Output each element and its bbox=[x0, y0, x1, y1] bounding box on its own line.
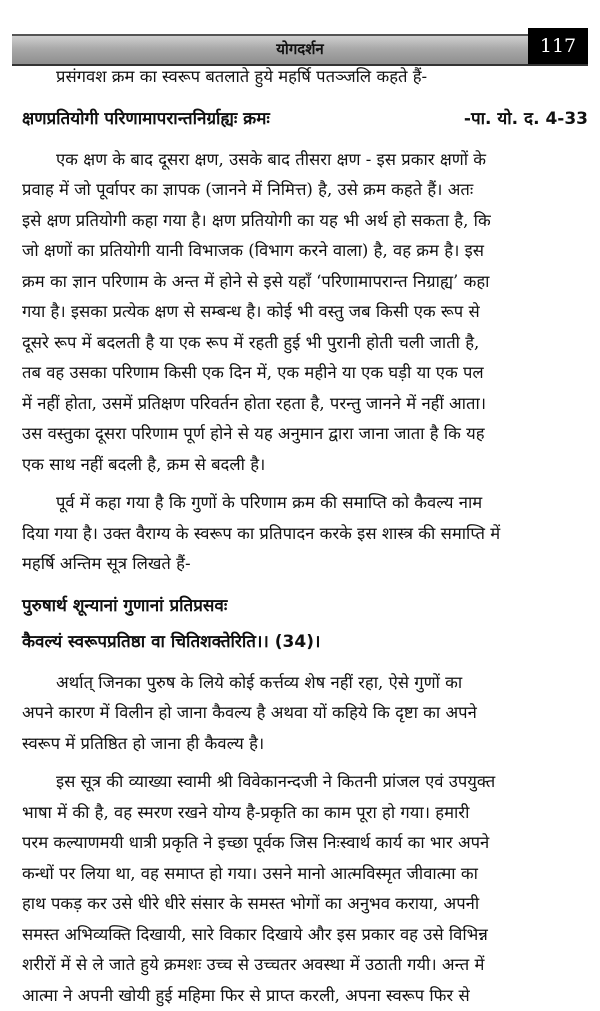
paragraph-line: भाषा में की है, वह स्मरण रखने योग्य है-प्रकृति का काम पूरा हो गया। हमारी bbox=[22, 798, 588, 829]
paragraph-line: जो क्षणों का प्रतियोगी यानी विभाजक (विभाग करने वाला) है, वह क्रम है। इस bbox=[22, 236, 588, 267]
paragraph-line: आत्मा ने अपनी खोयी हुई महिमा फिर से प्राप्त करली, अपना स्वरूप फिर से bbox=[22, 981, 588, 1011]
sutra-33 bbox=[22, 101, 588, 137]
paragraph-line: परम कल्याणमयी धात्री प्रकृति ने इच्छा पूर्वक जिस निःस्वार्थ कार्य का भार अपने bbox=[22, 828, 588, 859]
running-title: योगदर्शन bbox=[12, 39, 588, 59]
paragraph-line: हाथ पकड़ कर उसे धीरे धीरे संसार के समस्त भोगों का अनुभव कराया, अपनी bbox=[22, 889, 588, 920]
paragraph-line: दूसरे रूप में बदलती है या एक रूप में रहती हुई भी पुरानी होती चली जाती है, bbox=[22, 328, 588, 359]
paragraph-line: महर्षि अन्तिम सूत्र लिखते हैं- bbox=[22, 549, 588, 580]
sutra-34-line-1: पुरुषार्थ शून्यानां गुणानां प्रतिप्रसवः bbox=[22, 588, 588, 624]
paragraph-line: अर्थात् जिनका पुरुष के लिये कोई कर्त्तव्य शेष नहीं रहा, ऐसे गुणों का bbox=[22, 668, 588, 699]
paragraph-line: दिया गया है। उक्त वैराग्य के स्वरूप का प्रतिपादन करके इस शास्त्र की समाप्ति में bbox=[22, 519, 588, 550]
paragraph-line: इस सूत्र की व्याख्या स्वामी श्री विवेकानन्दजी ने कितनी प्रांजल एवं उपयुक्त bbox=[22, 767, 588, 798]
paragraph-line: समस्त अभिव्यक्ति दिखायी, सारे विकार दिखाये और इस प्रकार वह उसे विभिन्न bbox=[22, 920, 588, 951]
paragraph-line: स्वरूप में प्रतिष्ठित हो जाना ही कैवल्य है। bbox=[22, 729, 588, 760]
paragraph-4 bbox=[22, 767, 588, 1011]
paragraph-line: प्रवाह में जो पूर्वापर का ज्ञापक (जानने में निमित्त) है, उसे क्रम कहते हैं। अतः bbox=[22, 175, 588, 206]
paragraph-line: में नहीं होता, उसमें प्रतिक्षण परिवर्तन होता रहता है, परन्तु जानने में नहीं आता। bbox=[22, 389, 588, 420]
paragraph-line: कन्धों पर लिया था, वह समाप्त हो गया। उसने मानो आत्मविस्मृत जीवात्मा का bbox=[22, 859, 588, 890]
paragraph-line: उस वस्तुका दूसरा परिणाम पूर्ण होने से यह अनुमान द्वारा जाना जाता है कि यह bbox=[22, 419, 588, 450]
paragraph-line: शरीरों में से ले जाते हुये क्रमशः उच्च से उच्चतर अवस्था में उठाती गयी। अन्त में bbox=[22, 950, 588, 981]
paragraph-3 bbox=[22, 668, 588, 760]
sutra-33-text: क्षणप्रतियोगी परिणामापरान्तनिर्ग्राह्यः क्रमः bbox=[22, 109, 270, 129]
sutra-33-reference: -पा. यो. द. 4-33 bbox=[464, 101, 588, 137]
page-number: 117 bbox=[528, 28, 588, 64]
paragraph-2 bbox=[22, 488, 588, 580]
paragraph-line: क्रम का ज्ञान परिणाम के अन्त में होने से इसे यहाँ ‘परिणामापरान्त निग्राह्य’ कहा bbox=[22, 267, 588, 298]
paragraph-line: तब वह उसका परिणाम किसी एक दिन में, एक महीने या एक घड़ी या एक पल bbox=[22, 358, 588, 389]
intro-line: प्रसंगवश क्रम का स्वरूप बतलाते हुये महर्षि पतञ्जलि कहते हैं- bbox=[22, 62, 588, 93]
paragraph-1 bbox=[22, 145, 588, 481]
sutra-34-line-2: कैवल्यं स्वरूपप्रतिष्ठा वा चितिशक्तेरिति।। (34)। bbox=[22, 624, 588, 660]
page-body bbox=[22, 62, 588, 1011]
paragraph-line: एक साथ नहीं बदली है, क्रम से बदली है। bbox=[22, 450, 588, 481]
paragraph-line: अपने कारण में विलीन हो जाना कैवल्य है अथवा यों कहिये कि दृष्टा का अपने bbox=[22, 698, 588, 729]
paragraph-line: एक क्षण के बाद दूसरा क्षण, उसके बाद तीसरा क्षण - इस प्रकार क्षणों के bbox=[22, 145, 588, 176]
paragraph-line: पूर्व में कहा गया है कि गुणों के परिणाम क्रम की समाप्ति को कैवल्य नाम bbox=[22, 488, 588, 519]
paragraph-line: गया है। इसका प्रत्येक क्षण से सम्बन्ध है। कोई भी वस्तु जब किसी एक रूप से bbox=[22, 297, 588, 328]
paragraph-line: इसे क्षण प्रतियोगी कहा गया है। क्षण प्रतियोगी का यह भी अर्थ हो सकता है, कि bbox=[22, 206, 588, 237]
